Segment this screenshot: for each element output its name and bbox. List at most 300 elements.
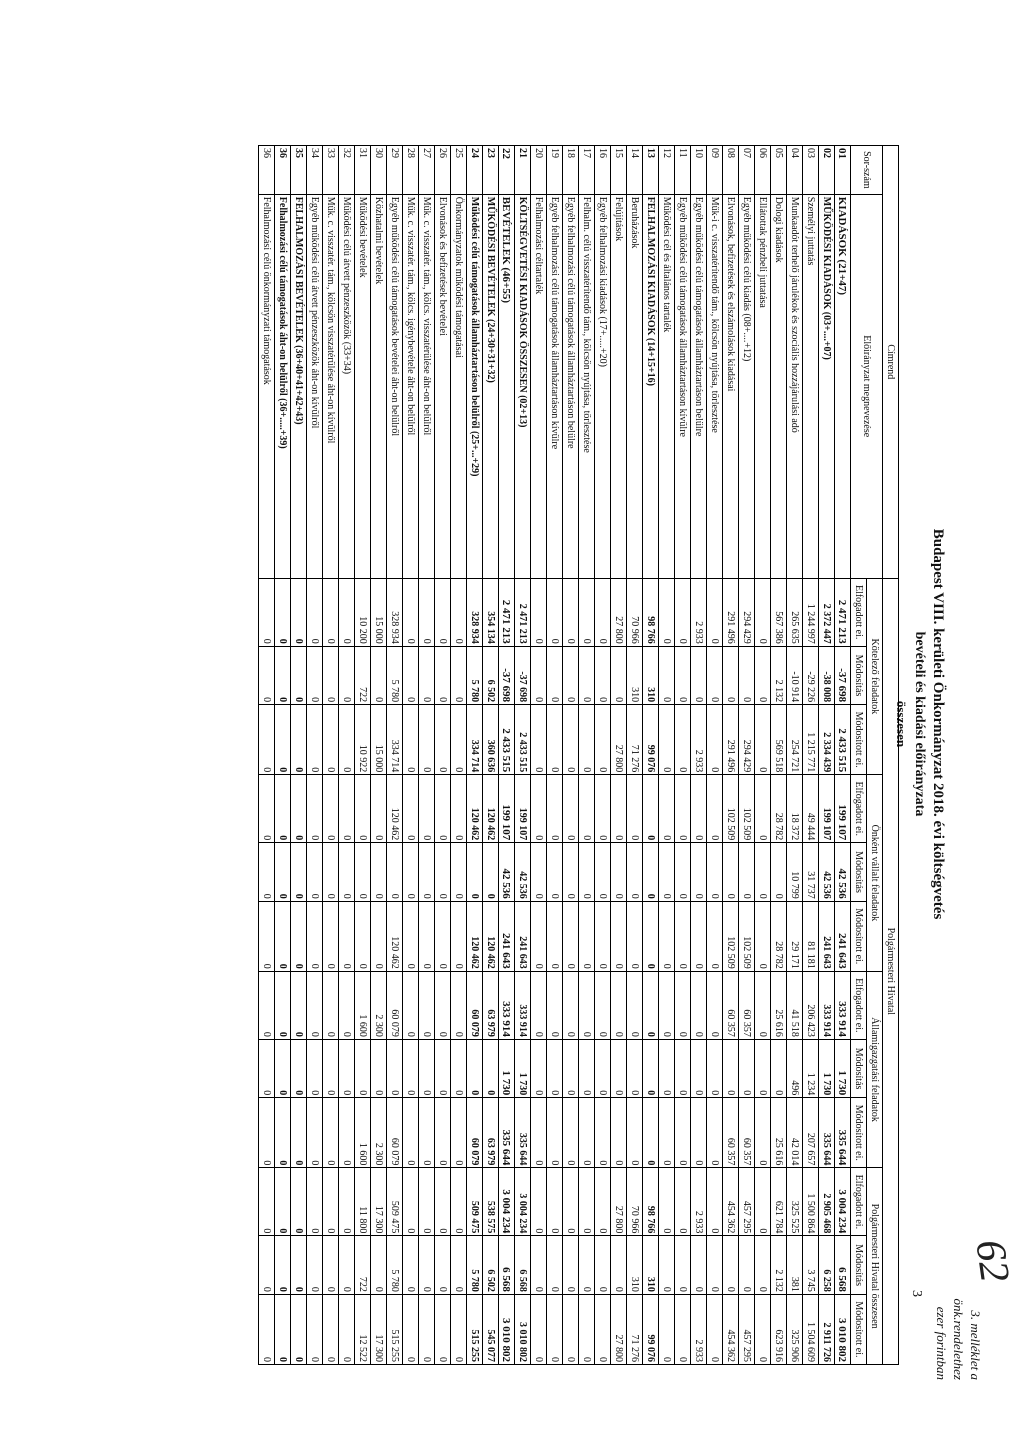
value-cell: 354 134 — [483, 578, 499, 646]
value-cell: 0 — [323, 843, 339, 901]
value-cell: 0 — [371, 843, 387, 901]
table-row — [643, 146, 659, 1365]
value-cell: 5 780 — [467, 1236, 483, 1294]
value-cell: 0 — [339, 1236, 355, 1294]
value-cell: 0 — [547, 646, 563, 704]
value-cell: 0 — [675, 1294, 691, 1364]
value-cell: 0 — [547, 971, 563, 1039]
value-cell: 0 — [643, 775, 659, 843]
value-cell: 0 — [275, 1294, 291, 1364]
value-cell: 120 462 — [387, 775, 403, 843]
value-cell: 0 — [339, 971, 355, 1039]
value-cell: 0 — [579, 971, 595, 1039]
value-cell: 1 730 — [499, 1039, 515, 1097]
value-cell: 0 — [419, 971, 435, 1039]
value-cell: 0 — [771, 843, 787, 901]
value-cell: 0 — [275, 843, 291, 901]
value-cell: 0 — [563, 775, 579, 843]
value-cell: 10 799 — [787, 843, 803, 901]
value-cell: 0 — [755, 971, 771, 1039]
value-cell: 0 — [739, 1039, 755, 1097]
row-label: Egyéb működési célú támogatások bevételei áht-on belülről — [387, 194, 403, 578]
value-cell: 120 462 — [483, 775, 499, 843]
value-cell: 0 — [675, 578, 691, 646]
value-cell: 3 745 — [803, 1236, 819, 1294]
value-cell: 0 — [547, 775, 563, 843]
value-cell: 0 — [403, 1168, 419, 1236]
value-cell: 0 — [419, 1039, 435, 1097]
value-cell: 1 730 — [835, 1039, 851, 1097]
value-cell: 722 — [355, 646, 371, 704]
value-cell: 0 — [531, 971, 547, 1039]
value-cell: 0 — [323, 1294, 339, 1364]
value-cell: 0 — [435, 1039, 451, 1097]
row-number: 15 — [611, 146, 627, 195]
row-label: KIADÁSOK (21+47) — [835, 194, 851, 578]
value-cell: 0 — [755, 1168, 771, 1236]
value-cell: 0 — [707, 843, 723, 901]
value-cell: 0 — [595, 1098, 611, 1168]
value-cell: 0 — [435, 971, 451, 1039]
value-cell: 0 — [563, 843, 579, 901]
value-cell: 0 — [611, 1039, 627, 1097]
annex-line-2: önk.rendelethez — [951, 1298, 966, 1380]
value-cell: 0 — [755, 1294, 771, 1364]
value-cell: 0 — [403, 775, 419, 843]
value-cell: 0 — [419, 775, 435, 843]
header-kotelezo: Kötelező feladatok — [867, 578, 883, 775]
value-cell: 27 800 — [611, 578, 627, 646]
header-elf: Elfogadott ei. — [851, 775, 867, 843]
table-row — [531, 146, 547, 1365]
value-cell: 335 644 — [819, 1098, 835, 1168]
value-cell: 0 — [339, 775, 355, 843]
value-cell: 15 000 — [371, 578, 387, 646]
value-cell: 0 — [451, 705, 467, 775]
value-cell: 0 — [707, 646, 723, 704]
value-cell: 6 258 — [819, 1236, 835, 1294]
value-cell: 0 — [579, 578, 595, 646]
value-cell: 0 — [259, 971, 275, 1039]
value-cell: 325 525 — [787, 1168, 803, 1236]
value-cell: 0 — [451, 843, 467, 901]
row-number: 32 — [339, 146, 355, 195]
value-cell: 2 132 — [771, 1236, 787, 1294]
row-label: Munkaadót terhelő járulékok és szociális hozzájárulási adó — [787, 194, 803, 578]
row-number: 13 — [643, 146, 659, 195]
value-cell: 0 — [531, 1039, 547, 1097]
value-cell: 0 — [595, 1168, 611, 1236]
value-cell: 0 — [675, 1168, 691, 1236]
header-mod: Módosítás — [851, 843, 867, 901]
row-label: Egyéb felhalmozási célú támogatások államháztartáson belülre — [563, 194, 579, 578]
value-cell: 0 — [259, 901, 275, 971]
value-cell: 70 966 — [627, 1168, 643, 1236]
value-cell: 6 568 — [515, 1236, 531, 1294]
table-row — [675, 146, 691, 1365]
row-number: 33 — [323, 146, 339, 195]
value-cell: 294 429 — [739, 705, 755, 775]
value-cell: 0 — [259, 1294, 275, 1364]
value-cell: 0 — [707, 705, 723, 775]
value-cell: 0 — [419, 1098, 435, 1168]
value-cell: 0 — [339, 646, 355, 704]
value-cell: 0 — [291, 1168, 307, 1236]
value-cell: 0 — [611, 1236, 627, 1294]
value-cell: 0 — [403, 1294, 419, 1364]
value-cell: 0 — [419, 705, 435, 775]
value-cell: 0 — [531, 775, 547, 843]
value-cell: 496 — [787, 1039, 803, 1097]
value-cell: 0 — [435, 1168, 451, 1236]
row-number: 21 — [515, 146, 531, 195]
value-cell: 0 — [467, 1039, 483, 1097]
value-cell: 0 — [275, 971, 291, 1039]
table-row — [787, 146, 803, 1365]
value-cell: 0 — [451, 901, 467, 971]
value-cell: 454 362 — [723, 1294, 739, 1364]
value-cell: 0 — [419, 578, 435, 646]
row-label: Egyéb működési célú kiadás (08+....+12) — [739, 194, 755, 578]
row-label: BEVÉTELEK (46+55) — [499, 194, 515, 578]
value-cell: 334 714 — [387, 705, 403, 775]
value-cell: 0 — [675, 971, 691, 1039]
header-polgarmesteri-hivatal: Polgármesteri Hivatal — [883, 578, 899, 1364]
value-cell: 18 372 — [787, 775, 803, 843]
row-label: Dologi kiadások — [771, 194, 787, 578]
handwritten-signature: 62 — [966, 1237, 1018, 1285]
value-cell: 0 — [659, 705, 675, 775]
table-row — [467, 146, 483, 1365]
value-cell: 0 — [259, 775, 275, 843]
value-cell: 98 766 — [643, 578, 659, 646]
value-cell: 0 — [451, 646, 467, 704]
value-cell: 0 — [291, 1039, 307, 1097]
value-cell: 0 — [531, 901, 547, 971]
value-cell: 509 475 — [387, 1168, 403, 1236]
value-cell: 81 181 — [803, 901, 819, 971]
value-cell: 0 — [307, 1098, 323, 1168]
value-cell: 2 933 — [691, 1294, 707, 1364]
value-cell: 0 — [339, 901, 355, 971]
value-cell: 0 — [307, 578, 323, 646]
value-cell: 2 933 — [691, 705, 707, 775]
value-cell: 2 132 — [771, 646, 787, 704]
value-cell: 328 934 — [387, 578, 403, 646]
header-elf: Elfogadott ei. — [851, 1168, 867, 1236]
value-cell: 0 — [275, 1039, 291, 1097]
row-number: 36 — [259, 146, 275, 195]
value-cell: 0 — [771, 1039, 787, 1097]
value-cell: 0 — [595, 775, 611, 843]
value-cell: 545 077 — [483, 1294, 499, 1364]
value-cell: 0 — [435, 1098, 451, 1168]
value-cell: 1 600 — [355, 971, 371, 1039]
value-cell: 0 — [691, 775, 707, 843]
value-cell: 515 255 — [387, 1294, 403, 1364]
row-label: MŰKÖDÉSI BEVÉTELEK (24+30+31+32) — [483, 194, 499, 578]
value-cell: 0 — [323, 578, 339, 646]
doc-title: Budapest VIII. kerületi Önkormányzat 2018. évi költségvetés — [930, 528, 946, 920]
value-cell: 99 076 — [643, 705, 659, 775]
table-row — [499, 146, 515, 1365]
value-cell: 328 934 — [467, 578, 483, 646]
value-cell: 0 — [659, 775, 675, 843]
value-cell: 310 — [627, 646, 643, 704]
value-cell: 42 536 — [515, 843, 531, 901]
value-cell: 0 — [419, 646, 435, 704]
value-cell: 0 — [323, 1039, 339, 1097]
header-mod: Módosítás — [851, 646, 867, 704]
value-cell: 0 — [611, 775, 627, 843]
table-row — [483, 146, 499, 1365]
value-cell: 0 — [451, 1236, 467, 1294]
row-number: 20 — [531, 146, 547, 195]
value-cell: 0 — [755, 775, 771, 843]
value-cell: 0 — [707, 901, 723, 971]
value-cell: 3 004 234 — [499, 1168, 515, 1236]
value-cell: 0 — [547, 1039, 563, 1097]
row-number: 24 — [467, 146, 483, 195]
doc-subtitle-2: összesen — [894, 700, 909, 748]
value-cell: 71 276 — [627, 1294, 643, 1364]
value-cell: 0 — [307, 901, 323, 971]
row-number: 16 — [595, 146, 611, 195]
value-cell: 0 — [563, 646, 579, 704]
annex-line-1: 3. melléklet a — [968, 1310, 983, 1380]
value-cell: 42 014 — [787, 1098, 803, 1168]
value-cell: 1 244 997 — [803, 578, 819, 646]
value-cell: 1 500 864 — [803, 1168, 819, 1236]
value-cell: 0 — [595, 971, 611, 1039]
header-mod: Módosítás — [851, 1039, 867, 1097]
value-cell: 27 800 — [611, 705, 627, 775]
table-row — [739, 146, 755, 1365]
row-label: Műk. c. visszatér. tám., kölcs. igénybevétele áht-on belülről — [403, 194, 419, 578]
row-number: 35 — [291, 146, 307, 195]
value-cell: 0 — [323, 1168, 339, 1236]
value-cell: 0 — [355, 1039, 371, 1097]
header-modei: Módosított ei. — [851, 1294, 867, 1364]
value-cell: 0 — [259, 705, 275, 775]
value-cell: 0 — [755, 705, 771, 775]
value-cell: 199 107 — [835, 775, 851, 843]
value-cell: 0 — [483, 1039, 499, 1097]
value-cell: 0 — [755, 1098, 771, 1168]
value-cell: 102 509 — [739, 901, 755, 971]
row-label: Elvonások, befizetések és elszámolások kiadásai — [723, 194, 739, 578]
value-cell: 3 004 234 — [515, 1168, 531, 1236]
row-label: Felhalmozási célú önkormányzati támogatások — [259, 194, 275, 578]
value-cell: 0 — [451, 1098, 467, 1168]
value-cell: 0 — [595, 901, 611, 971]
budget-table — [258, 145, 899, 1365]
value-cell: 325 906 — [787, 1294, 803, 1364]
value-cell: 71 276 — [627, 705, 643, 775]
value-cell: 0 — [579, 901, 595, 971]
value-cell: 0 — [659, 1098, 675, 1168]
value-cell: 0 — [659, 1236, 675, 1294]
header-cimrend: Címrend — [883, 146, 899, 579]
value-cell: 3 010 802 — [515, 1294, 531, 1364]
value-cell: 0 — [563, 1294, 579, 1364]
row-number: 30 — [371, 146, 387, 195]
value-cell: 0 — [595, 578, 611, 646]
value-cell: 27 800 — [611, 1294, 627, 1364]
row-label: Felhalm. célú visszatérítendő tám., kölcsön nyújtása, törlesztése — [579, 194, 595, 578]
row-label: Működési cél és általános tartalék — [659, 194, 675, 578]
table-row — [547, 146, 563, 1365]
value-cell: 0 — [579, 646, 595, 704]
value-cell: 0 — [259, 1168, 275, 1236]
value-cell: 515 255 — [467, 1294, 483, 1364]
row-number: 03 — [803, 146, 819, 195]
value-cell: 0 — [739, 843, 755, 901]
value-cell: 0 — [403, 843, 419, 901]
value-cell: 0 — [531, 705, 547, 775]
value-cell: 454 362 — [723, 1168, 739, 1236]
value-cell: 0 — [323, 971, 339, 1039]
value-cell: 0 — [323, 1098, 339, 1168]
value-cell: 206 423 — [803, 971, 819, 1039]
value-cell: 0 — [291, 646, 307, 704]
value-cell: 0 — [451, 1168, 467, 1236]
value-cell: 0 — [707, 1168, 723, 1236]
row-label: FELHALMOZÁSI BEVÉTELEK (36+40+41+42+43) — [291, 194, 307, 578]
value-cell: 0 — [595, 843, 611, 901]
value-cell: 0 — [259, 1039, 275, 1097]
value-cell: 0 — [563, 901, 579, 971]
value-cell: 0 — [403, 901, 419, 971]
value-cell: 265 635 — [787, 578, 803, 646]
value-cell: -10 914 — [787, 646, 803, 704]
value-cell: 0 — [339, 1039, 355, 1097]
value-cell: 0 — [547, 1294, 563, 1364]
value-cell: 2 433 515 — [515, 705, 531, 775]
row-number: 17 — [579, 146, 595, 195]
value-cell: 120 462 — [483, 901, 499, 971]
value-cell: 60 079 — [387, 971, 403, 1039]
value-cell: 6 502 — [483, 1236, 499, 1294]
row-label: Felújítások — [611, 194, 627, 578]
value-cell: 0 — [563, 1098, 579, 1168]
value-cell: 0 — [755, 1236, 771, 1294]
value-cell: 0 — [627, 971, 643, 1039]
value-cell: 0 — [355, 843, 371, 901]
value-cell: 0 — [547, 705, 563, 775]
value-cell: 0 — [723, 843, 739, 901]
value-cell: 0 — [643, 971, 659, 1039]
value-cell: -37 698 — [835, 646, 851, 704]
value-cell: 623 916 — [771, 1294, 787, 1364]
table-row — [707, 146, 723, 1365]
value-cell: 0 — [707, 1039, 723, 1097]
value-cell: 0 — [755, 578, 771, 646]
value-cell: 0 — [595, 705, 611, 775]
value-cell: 621 784 — [771, 1168, 787, 1236]
value-cell: 31 737 — [803, 843, 819, 901]
value-cell: 0 — [291, 705, 307, 775]
row-number: 26 — [435, 146, 451, 195]
value-cell: 567 386 — [771, 578, 787, 646]
value-cell: 0 — [611, 1098, 627, 1168]
row-label: Műk-i c. visszatérítendő tám., kölcsön nyújtása, törlesztése — [707, 194, 723, 578]
value-cell: 0 — [291, 1294, 307, 1364]
value-cell: 6 502 — [483, 646, 499, 704]
value-cell: 0 — [675, 1098, 691, 1168]
value-cell: 0 — [419, 843, 435, 901]
value-cell: 0 — [339, 1168, 355, 1236]
value-cell: 25 616 — [771, 1098, 787, 1168]
value-cell: 42 536 — [819, 843, 835, 901]
table-row — [387, 146, 403, 1365]
value-cell: 333 914 — [499, 971, 515, 1039]
value-cell: 0 — [371, 1236, 387, 1294]
value-cell: 0 — [739, 1236, 755, 1294]
value-cell: 6 568 — [835, 1236, 851, 1294]
value-cell: 0 — [259, 843, 275, 901]
value-cell: 0 — [547, 1168, 563, 1236]
value-cell: 0 — [547, 1098, 563, 1168]
row-label: Egyéb felhalmozási kiadások (17+.....+20) — [595, 194, 611, 578]
value-cell: 0 — [579, 775, 595, 843]
value-cell: 0 — [579, 1098, 595, 1168]
value-cell: 0 — [659, 646, 675, 704]
value-cell: 0 — [627, 843, 643, 901]
value-cell: 310 — [643, 646, 659, 704]
value-cell: 10 922 — [355, 705, 371, 775]
value-cell: 0 — [275, 901, 291, 971]
row-number: 34 — [307, 146, 323, 195]
value-cell: 42 536 — [835, 843, 851, 901]
value-cell: 0 — [419, 1236, 435, 1294]
value-cell: 0 — [387, 843, 403, 901]
table-row — [755, 146, 771, 1365]
value-cell: 0 — [403, 1039, 419, 1097]
value-cell: 0 — [323, 1236, 339, 1294]
value-cell: 310 — [627, 1236, 643, 1294]
value-cell: 0 — [659, 1039, 675, 1097]
value-cell: 0 — [355, 901, 371, 971]
row-number: 07 — [739, 146, 755, 195]
value-cell: -38 008 — [819, 646, 835, 704]
value-cell: 0 — [611, 901, 627, 971]
value-cell: 0 — [339, 705, 355, 775]
value-cell: 1 504 609 — [803, 1294, 819, 1364]
row-label: MŰKÖDÉSI KIADÁSOK (03+....+07) — [819, 194, 835, 578]
value-cell: 0 — [307, 1168, 323, 1236]
header-elf: Elfogadott ei. — [851, 578, 867, 646]
row-label: Ellátottak pénzbeli juttatása — [755, 194, 771, 578]
value-cell: 0 — [371, 901, 387, 971]
value-cell: 2 300 — [371, 1098, 387, 1168]
row-label: Önkormányzatok működési támogatásai — [451, 194, 467, 578]
table-row — [451, 146, 467, 1365]
row-label: Elvonások és befizetések bevételei — [435, 194, 451, 578]
value-cell: 60 079 — [467, 971, 483, 1039]
value-cell: 334 714 — [467, 705, 483, 775]
value-cell: 0 — [707, 775, 723, 843]
value-cell: 291 496 — [723, 705, 739, 775]
value-cell: 381 — [787, 1236, 803, 1294]
row-number: 23 — [483, 146, 499, 195]
value-cell: 0 — [483, 843, 499, 901]
value-cell: 60 079 — [387, 1098, 403, 1168]
value-cell: 0 — [403, 705, 419, 775]
row-number: 28 — [403, 146, 419, 195]
value-cell: 509 475 — [467, 1168, 483, 1236]
value-cell: 0 — [563, 1236, 579, 1294]
